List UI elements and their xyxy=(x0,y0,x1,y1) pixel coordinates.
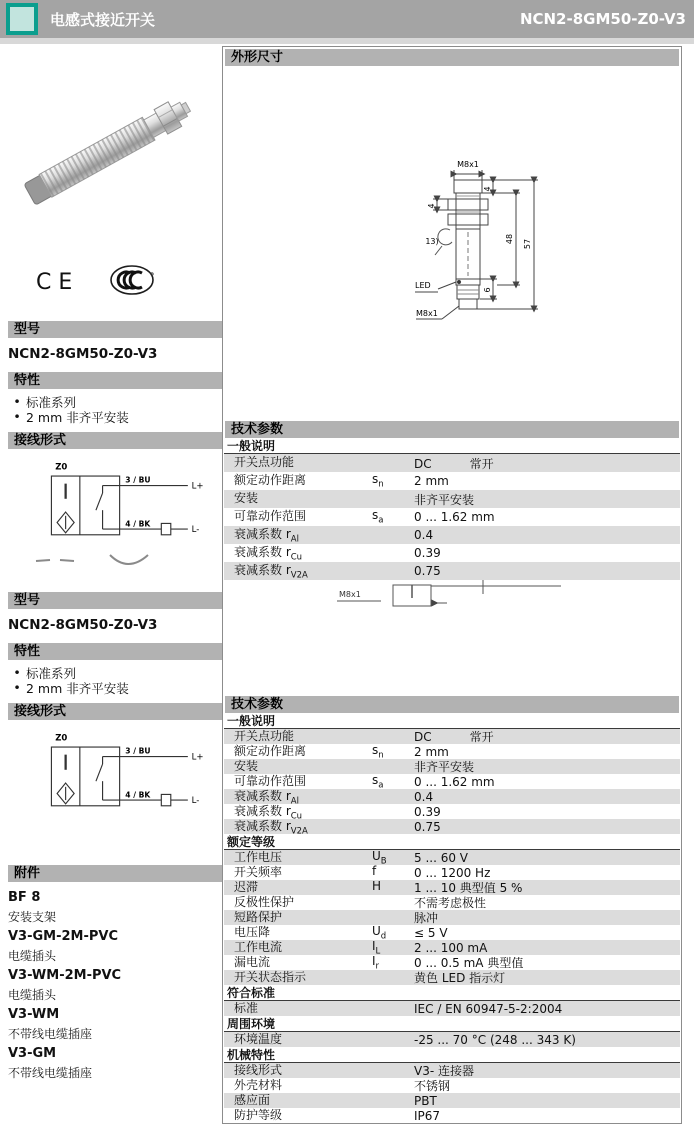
subsection-general-2: 一般说明 xyxy=(224,713,680,729)
spec-row xyxy=(224,454,680,472)
spec-value: 1 ... 10 典型值 5 % xyxy=(414,881,523,895)
spec-label: 接线形式 xyxy=(234,1062,283,1077)
spec-value: 0 ... 1.62 mm xyxy=(414,774,495,789)
feature-text: 标准系列 xyxy=(26,665,77,681)
spec-value: IP67 xyxy=(414,1108,441,1123)
svg-text:13): 13) xyxy=(425,237,439,246)
svg-text:4 / BK: 4 / BK xyxy=(125,519,151,529)
spec-label: 开关点功能 xyxy=(234,455,295,470)
bullet-icon: • xyxy=(13,409,21,424)
accessory-code: V3-GM-2M-PVC xyxy=(8,929,119,944)
accessory-item xyxy=(8,1046,222,1080)
spec-symbol: $s_n$ xyxy=(372,472,384,490)
spec-row xyxy=(224,1032,680,1047)
spec-label: 可靠动作范围 xyxy=(234,509,307,524)
wiring-diagram-2 xyxy=(8,730,218,820)
spec-row xyxy=(224,562,680,580)
spec-label: 衰减系数 $r_{V2A}$ xyxy=(234,563,308,581)
spec-label: 电压降 xyxy=(234,924,271,939)
ccc-logo-icon xyxy=(109,263,157,297)
spec-value: 不锈钢 xyxy=(414,1079,451,1093)
spec-value: 黄色 LED 指示灯 xyxy=(414,971,506,985)
spec-label: 迟滞 xyxy=(234,879,259,894)
section-accessories: 附件 xyxy=(8,865,222,882)
bullet-icon: • xyxy=(13,394,21,409)
sensor-image xyxy=(8,58,218,243)
svg-text:48: 48 xyxy=(505,233,514,245)
section-connection-2: 接线形式 xyxy=(8,703,222,720)
spec-value: 0 ... 0.5 mA 典型值 xyxy=(414,956,524,970)
spec-label: 开关点功能 xyxy=(234,728,295,743)
spec-value: 0.39 xyxy=(414,546,441,560)
accessory-description: 电缆插头 xyxy=(8,949,57,963)
spec-value: -25 ... 70 °C (248 ... 343 K) xyxy=(414,1032,576,1047)
spec-value: 2 mm xyxy=(414,744,449,759)
section-features-2: 特性 xyxy=(8,643,222,660)
svg-text:L+: L+ xyxy=(191,752,204,763)
part-number: NCN2-8GM50-Z0-V3 xyxy=(519,10,686,28)
spec-value: 不需考虑极性 xyxy=(414,896,487,910)
svg-text:L+: L+ xyxy=(191,481,204,492)
feature-list xyxy=(8,394,222,424)
spec-value: 0.4 xyxy=(414,528,434,542)
spec-label: 可靠动作范围 xyxy=(234,773,307,788)
spec-label: 漏电流 xyxy=(234,954,271,969)
spec-row xyxy=(224,1001,680,1016)
page-title: 电感式接近开关 xyxy=(50,10,156,29)
accessory-item xyxy=(8,968,222,1002)
product-photo xyxy=(8,58,222,243)
spec-value: V3- 连接器 xyxy=(414,1064,474,1078)
spec-value: 非齐平安装 xyxy=(414,760,475,774)
svg-text:Z0: Z0 xyxy=(55,462,68,473)
spec-row xyxy=(224,490,680,508)
wiring-diagram xyxy=(8,459,218,549)
accessory-description: 不带线电缆插座 xyxy=(8,1027,93,1041)
bullet-icon: • xyxy=(13,680,21,695)
spec-row xyxy=(224,818,680,837)
subsection-standards: 符合标准 xyxy=(224,985,680,1001)
feature-text: 2 mm 非齐平安装 xyxy=(26,680,129,696)
spec-label: 衰减系数 $r_{Al}$ xyxy=(234,788,299,807)
svg-text:LED: LED xyxy=(415,281,431,290)
spec-label: 开关频率 xyxy=(234,864,283,879)
accessory-item xyxy=(8,890,222,924)
svg-text:L-: L- xyxy=(191,795,200,806)
spec-table-general-2 xyxy=(224,728,680,837)
spec-label: 外壳材料 xyxy=(234,1077,283,1092)
section-connection: 接线形式 xyxy=(8,432,222,449)
spec-label: 反极性保护 xyxy=(234,894,295,909)
feature-list-2 xyxy=(8,665,222,695)
spec-label: 衰减系数 $r_{Cu}$ xyxy=(234,545,303,563)
svg-text:M8x1: M8x1 xyxy=(457,160,479,169)
dimension-drawing xyxy=(398,154,583,329)
accessory-code: V3-WM xyxy=(8,1007,60,1022)
spec-row xyxy=(224,472,680,490)
spec-value: 脉冲 xyxy=(414,911,439,925)
section-features: 特性 xyxy=(8,372,222,389)
spec-symbol: $s_a$ xyxy=(372,772,384,791)
cropped-graphic xyxy=(8,551,218,577)
subsection-ambient: 周围环境 xyxy=(224,1016,680,1032)
model-value: NCN2-8GM50-Z0-V3 xyxy=(8,346,158,362)
spec-value: 0.75 xyxy=(414,819,441,834)
section-model: 型号 xyxy=(8,321,222,338)
accessory-item xyxy=(8,929,222,963)
spec-row xyxy=(224,526,680,544)
spec-label: 感应面 xyxy=(234,1092,271,1107)
spec-value: 0 ... 1.62 mm xyxy=(414,510,495,524)
svg-text:Z0: Z0 xyxy=(55,733,68,744)
spec-label: 额定动作距离 xyxy=(234,743,307,758)
spec-label: 防护等级 xyxy=(234,1107,283,1122)
spec-label: 安装 xyxy=(234,758,259,773)
spec-row xyxy=(224,508,680,526)
spec-value: 0.4 xyxy=(414,789,434,804)
spec-value: 2 ... 100 mA xyxy=(414,940,488,955)
spec-symbol: $I_L$ xyxy=(372,938,381,957)
spec-label: 工作电流 xyxy=(234,939,283,954)
model-value-2: NCN2-8GM50-Z0-V3 xyxy=(8,617,158,633)
accessory-description: 电缆插头 xyxy=(8,988,57,1002)
spec-symbol: $s_n$ xyxy=(372,742,384,761)
subsection-general: 一般说明 xyxy=(224,438,680,454)
spec-row xyxy=(224,544,680,562)
svg-text:3 / BU: 3 / BU xyxy=(125,475,151,485)
spec-table-mechanical xyxy=(224,1063,680,1123)
accessory-code: V3-WM-2M-PVC xyxy=(8,968,122,983)
svg-text:57: 57 xyxy=(523,238,532,250)
accessory-description: 安装支架 xyxy=(8,910,57,924)
mounting-sketch xyxy=(333,580,583,610)
spec-label: 短路保护 xyxy=(234,909,283,924)
feature-item xyxy=(8,680,222,695)
spec-symbol: f xyxy=(372,863,377,878)
spec-label: 工作电压 xyxy=(234,849,283,864)
svg-text:3 / BU: 3 / BU xyxy=(125,746,151,756)
accessory-code: V3-GM xyxy=(8,1046,57,1061)
subsection-ratings: 额定等级 xyxy=(224,834,680,850)
page-header xyxy=(0,0,694,38)
svg-text:M8x1: M8x1 xyxy=(416,309,438,318)
spec-label: 开关状态指示 xyxy=(234,969,307,984)
accessory-code: BF 8 xyxy=(8,890,41,905)
spec-symbol: $U_d$ xyxy=(372,923,387,942)
spec-label: 环境温度 xyxy=(234,1031,283,1046)
right-column xyxy=(222,46,682,1124)
svg-text:4 / BK: 4 / BK xyxy=(125,790,151,800)
spec-table-ambient xyxy=(224,1032,680,1047)
feature-text: 2 mm 非齐平安装 xyxy=(26,409,129,425)
accessory-description: 不带线电缆插座 xyxy=(8,1066,93,1080)
spec-value: 0.39 xyxy=(414,804,441,819)
svg-text:4: 4 xyxy=(427,203,436,209)
spec-value: 0.75 xyxy=(414,564,441,578)
accessory-list xyxy=(8,890,222,1080)
spec-label: 衰减系数 $r_{Cu}$ xyxy=(234,803,303,822)
section-dimensions: 外形尺寸 xyxy=(225,49,679,66)
spec-label: 安装 xyxy=(234,491,259,506)
spec-symbol: H xyxy=(372,878,382,893)
spec-symbol: $U_B$ xyxy=(372,848,387,867)
brand-logo-icon xyxy=(6,3,38,35)
spec-value: 5 ... 60 V xyxy=(414,850,468,865)
spec-value: 非齐平安装 xyxy=(414,492,475,507)
spec-value: IEC / EN 60947-5-2:2004 xyxy=(414,1001,563,1016)
spec-table-standards xyxy=(224,1001,680,1016)
spec-label: 标准 xyxy=(234,1000,259,1015)
content xyxy=(0,44,694,1124)
svg-text:4: 4 xyxy=(483,186,492,192)
feature-item xyxy=(8,409,222,424)
spec-label: 衰减系数 $r_{V2A}$ xyxy=(234,818,308,837)
spec-value: DC 常开 xyxy=(414,730,494,744)
section-model-2: 型号 xyxy=(8,592,222,609)
spec-label: 衰减系数 $r_{Al}$ xyxy=(234,527,299,545)
subsection-mechanical: 机械特性 xyxy=(224,1047,680,1063)
ccc-mark xyxy=(109,263,157,301)
spec-label: 额定动作距离 xyxy=(234,473,307,488)
spec-value: ≤ 5 V xyxy=(414,925,448,940)
accessory-item xyxy=(8,1007,222,1041)
spec-row xyxy=(224,1108,680,1123)
spec-symbol: $s_a$ xyxy=(372,508,384,526)
spec-value: DC 常开 xyxy=(414,456,494,471)
spec-value: 2 mm xyxy=(414,474,449,488)
section-technical-data: 技术参数 xyxy=(225,421,679,438)
certifications xyxy=(8,265,222,299)
spec-table-ratings xyxy=(224,850,680,985)
spec-row xyxy=(224,970,680,985)
left-column xyxy=(0,44,222,1080)
svg-text:M8x1: M8x1 xyxy=(339,590,361,599)
spec-value: 0 ... 1200 Hz xyxy=(414,865,491,880)
section-technical-data-2: 技术参数 xyxy=(225,696,679,713)
svg-text:L-: L- xyxy=(191,524,200,535)
spec-symbol: $I_r$ xyxy=(372,953,380,972)
svg-text:6: 6 xyxy=(483,287,492,293)
spec-table-general xyxy=(224,454,680,580)
ce-mark: CE xyxy=(36,269,80,295)
feature-text: 标准系列 xyxy=(26,394,77,410)
spec-value: PBT xyxy=(414,1093,437,1108)
bullet-icon: • xyxy=(13,665,21,680)
